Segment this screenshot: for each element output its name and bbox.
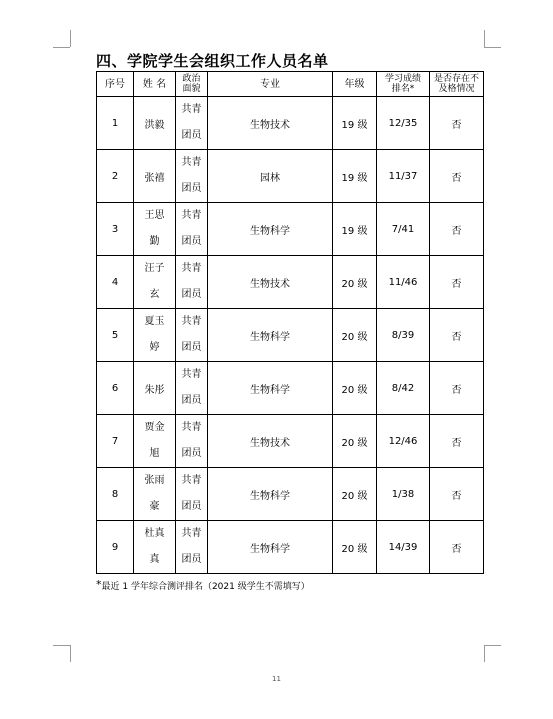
cell-political: 共青 团员	[176, 150, 208, 203]
crop-mark-bottom-right	[484, 645, 485, 662]
cell-name: 王思 勤	[134, 203, 176, 256]
table-row	[97, 150, 484, 203]
header-fail: 是否存在不 及格情况	[430, 72, 484, 97]
cell-grade: 19 级	[333, 203, 377, 256]
cell-rank: 12/35	[377, 97, 430, 150]
cell-grade: 20 级	[333, 256, 377, 309]
crop-mark-top-right	[484, 30, 485, 47]
page-number: 11	[272, 675, 281, 683]
cell-fail: 否	[430, 415, 484, 468]
header-political: 政治 面貌	[176, 72, 208, 97]
cell-fail: 否	[430, 97, 484, 150]
cell-seq: 6	[97, 362, 134, 415]
cell-name: 杜真 真	[134, 521, 176, 574]
cell-grade: 20 级	[333, 468, 377, 521]
table-row	[97, 415, 484, 468]
cell-grade: 19 级	[333, 150, 377, 203]
cell-seq: 2	[97, 150, 134, 203]
table-row	[97, 256, 484, 309]
cell-major: 生物科学	[208, 309, 333, 362]
cell-grade: 19 级	[333, 97, 377, 150]
crop-mark-top-right	[484, 47, 501, 48]
cell-political: 共青 团员	[176, 521, 208, 574]
cell-political: 共青 团员	[176, 309, 208, 362]
cell-name: 朱彤	[134, 362, 176, 415]
header-major: 专业	[208, 72, 333, 97]
cell-name: 贾金 旭	[134, 415, 176, 468]
cell-major: 生物科学	[208, 468, 333, 521]
table-row	[97, 521, 484, 574]
cell-fail: 否	[430, 150, 484, 203]
cell-fail: 否	[430, 309, 484, 362]
cell-rank: 1/38	[377, 468, 430, 521]
cell-political: 共青 团员	[176, 362, 208, 415]
cell-major: 生物技术	[208, 256, 333, 309]
header-rank: 学习成绩 排名*	[377, 72, 430, 97]
cell-major: 生物科学	[208, 521, 333, 574]
table-row	[97, 362, 484, 415]
cell-political: 共青 团员	[176, 256, 208, 309]
cell-political: 共青 团员	[176, 468, 208, 521]
crop-mark-top-left	[70, 30, 71, 47]
header-seq: 序号	[97, 72, 134, 97]
table-header-row	[97, 72, 484, 97]
cell-grade: 20 级	[333, 309, 377, 362]
header-grade: 年级	[333, 72, 377, 97]
cell-rank: 11/46	[377, 256, 430, 309]
cell-major: 生物科学	[208, 203, 333, 256]
cell-seq: 1	[97, 97, 134, 150]
footnote-marker: *	[96, 578, 102, 591]
cell-grade: 20 级	[333, 521, 377, 574]
crop-mark-bottom-right	[484, 645, 501, 646]
cell-seq: 3	[97, 203, 134, 256]
cell-grade: 20 级	[333, 415, 377, 468]
cell-name: 张禧	[134, 150, 176, 203]
cell-political: 共青 团员	[176, 203, 208, 256]
cell-seq: 9	[97, 521, 134, 574]
crop-mark-bottom-left	[53, 645, 70, 646]
cell-major: 生物科学	[208, 362, 333, 415]
cell-rank: 7/41	[377, 203, 430, 256]
cell-rank: 12/46	[377, 415, 430, 468]
cell-major: 园林	[208, 150, 333, 203]
cell-fail: 否	[430, 256, 484, 309]
cell-name: 夏玉 婷	[134, 309, 176, 362]
cell-major: 生物技术	[208, 97, 333, 150]
table-row	[97, 309, 484, 362]
staff-roster-table	[96, 71, 484, 574]
cell-rank: 8/42	[377, 362, 430, 415]
cell-fail: 否	[430, 203, 484, 256]
cell-seq: 4	[97, 256, 134, 309]
cell-name: 张雨 豪	[134, 468, 176, 521]
cell-major: 生物技术	[208, 415, 333, 468]
table-row	[97, 203, 484, 256]
section-heading: 四、学院学生会组织工作人员名单	[96, 52, 329, 70]
header-name: 姓 名	[134, 72, 176, 97]
cell-fail: 否	[430, 468, 484, 521]
footnote	[96, 578, 310, 592]
cell-political: 共青 团员	[176, 97, 208, 150]
cell-rank: 8/39	[377, 309, 430, 362]
footnote-text: 最近 1 学年综合测评排名（2021 级学生不需填写）	[101, 582, 310, 592]
crop-mark-bottom-left	[70, 645, 71, 662]
cell-rank: 11/37	[377, 150, 430, 203]
crop-mark-top-left	[53, 47, 70, 48]
cell-fail: 否	[430, 521, 484, 574]
cell-fail: 否	[430, 362, 484, 415]
cell-grade: 20 级	[333, 362, 377, 415]
table-row	[97, 97, 484, 150]
cell-seq: 8	[97, 468, 134, 521]
cell-name: 洪毅	[134, 97, 176, 150]
cell-seq: 5	[97, 309, 134, 362]
cell-seq: 7	[97, 415, 134, 468]
cell-name: 汪子 玄	[134, 256, 176, 309]
cell-rank: 14/39	[377, 521, 430, 574]
table-row	[97, 468, 484, 521]
cell-political: 共青 团员	[176, 415, 208, 468]
